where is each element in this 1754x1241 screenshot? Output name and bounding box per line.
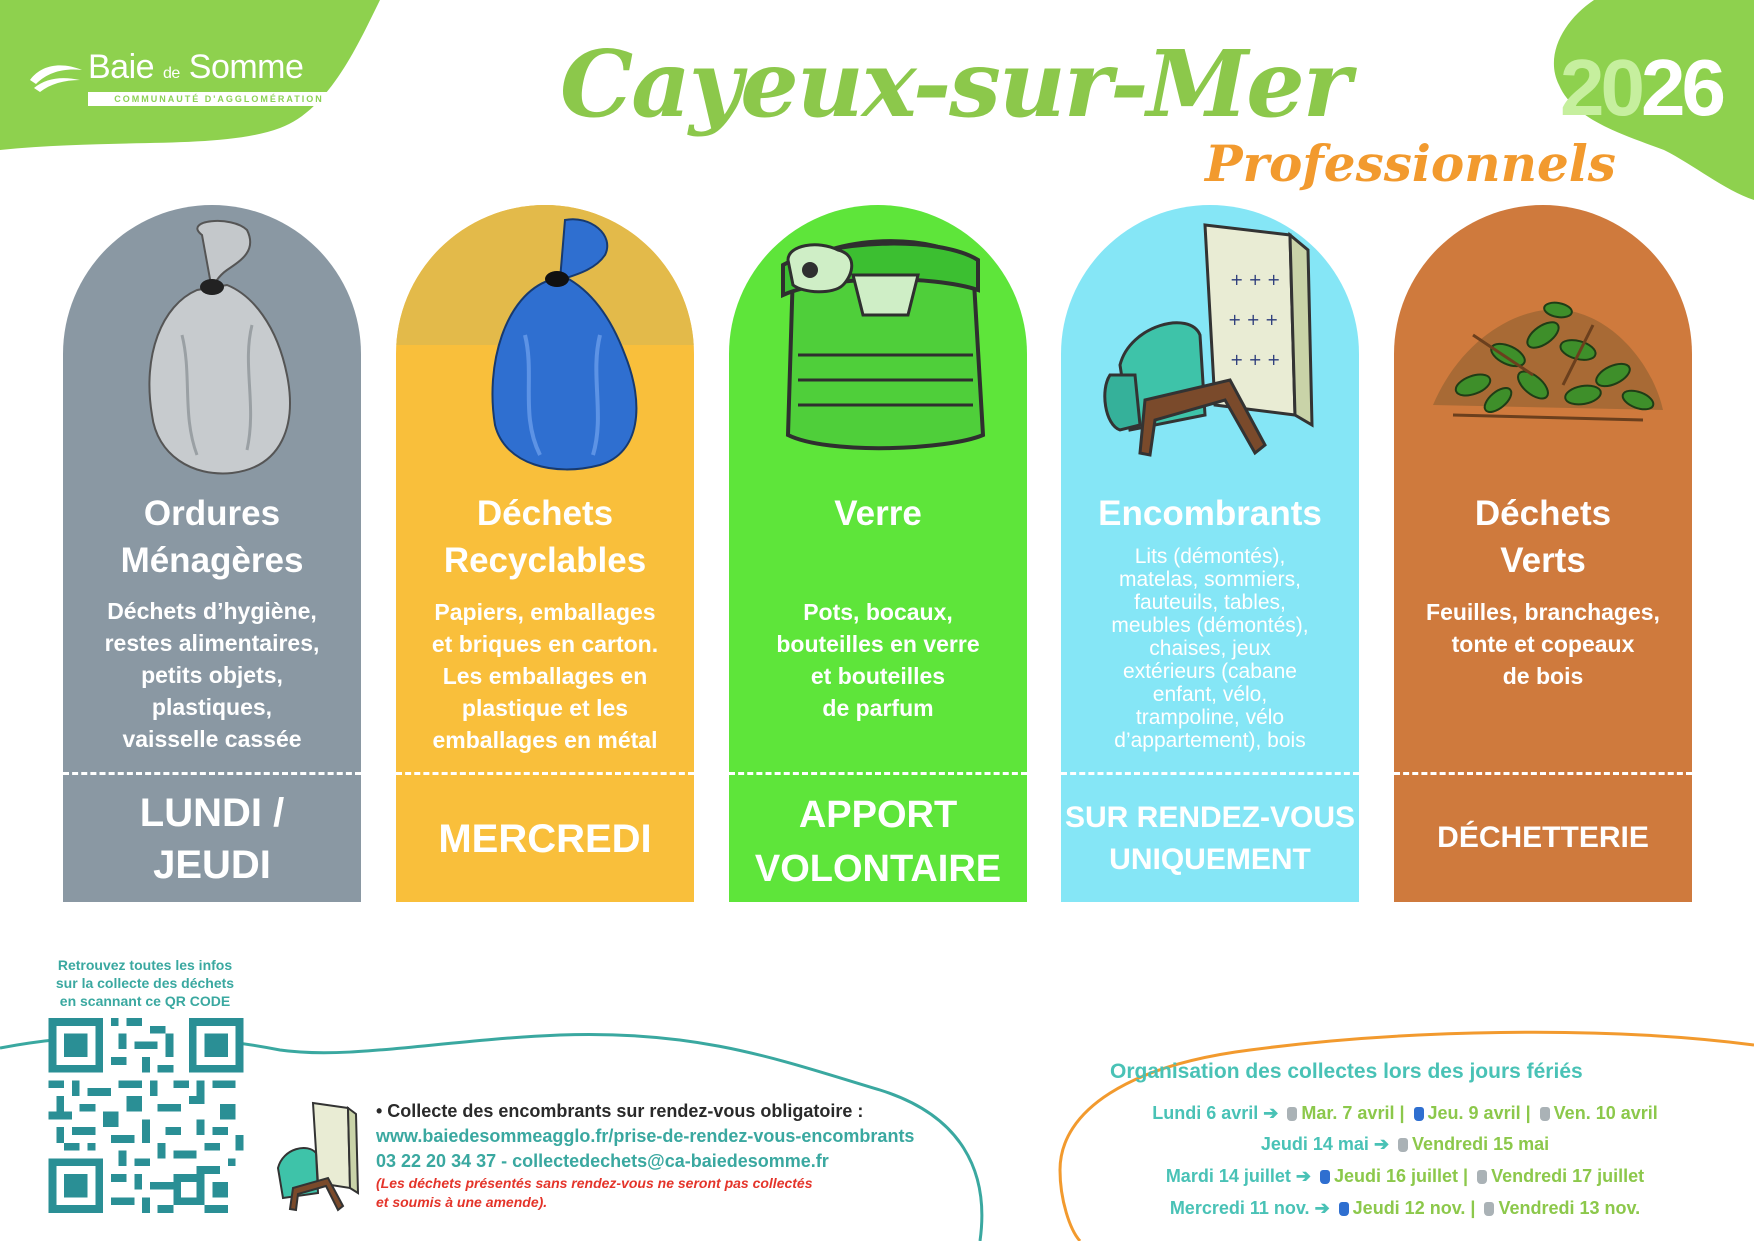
- category-description: Feuilles, branchages, tonte et copeaux de bois: [1426, 599, 1660, 689]
- qr-code-icon[interactable]: [46, 1018, 246, 1213]
- furniture-mattress-icon: [1080, 215, 1340, 485]
- blue-trash-bag-icon: [415, 215, 675, 485]
- green-leaves-pile-icon: [1413, 215, 1673, 485]
- svg-text:+ + +: + + +: [1228, 310, 1279, 329]
- holiday-row: Mardi 14 juillet ➔ Jeudi 16 juillet | Vendredi 17 juillet: [1165, 1166, 1645, 1186]
- encombrants-info: [376, 1099, 976, 1212]
- divider: [396, 772, 694, 775]
- category-dechets-verts: [1394, 205, 1692, 902]
- logo-wordmark: Baie de Somme: [88, 48, 304, 86]
- category-description: Pots, bocaux, bouteilles en verre et bouteilles de parfum: [776, 599, 980, 721]
- grey-trash-bag-icon: [82, 215, 342, 485]
- glass-container-icon: [748, 215, 1008, 485]
- collection-day: APPORT VOLONTAIRE: [754, 794, 1002, 890]
- divider: [1394, 772, 1692, 775]
- blue-bag-icon: [1320, 1170, 1330, 1184]
- grey-bag-icon: [1398, 1138, 1408, 1152]
- category-name: Déchets Verts: [1474, 494, 1612, 580]
- baie-de-somme-logo: [28, 48, 328, 108]
- furniture-mattress-icon: [268, 1098, 368, 1213]
- divider: [729, 772, 1027, 775]
- divider: [1061, 772, 1359, 775]
- info-heading: • Collecte des encombrants sur rendez-vous obligatoire :: [376, 1101, 864, 1121]
- collection-day: DÉCHETTERIE: [1437, 821, 1649, 854]
- logo-waves-icon: [28, 58, 84, 98]
- info-contact[interactable]: 03 22 20 34 37 - collectedechets@ca-baiedesomme.fr: [376, 1151, 829, 1171]
- category-name: Verre: [834, 494, 922, 533]
- category-verre: [729, 205, 1027, 902]
- collection-day: SUR RENDEZ-VOUS UNIQUEMENT: [1064, 801, 1356, 876]
- divider: [63, 772, 361, 775]
- category-encombrants: [1061, 205, 1359, 902]
- page-title: Cayeux-sur-Mer: [560, 30, 1350, 138]
- category-ordures-menageres: [63, 205, 361, 902]
- qr-instructions: Retrouvez toutes les infos sur la collecte des déchets en scannant ce QR CODE: [55, 957, 235, 1009]
- category-name: Encombrants: [1098, 494, 1322, 533]
- blue-bag-icon: [1414, 1107, 1424, 1121]
- category-name: Déchets Recyclables: [443, 494, 647, 580]
- page-subtitle: Professionnels: [1205, 134, 1616, 193]
- holiday-row: Jeudi 14 mai ➔ Vendredi 15 mai: [1260, 1134, 1550, 1154]
- collection-day: MERCREDI: [438, 817, 652, 861]
- grey-bag-icon: [1540, 1107, 1550, 1121]
- blue-bag-icon: [1339, 1202, 1349, 1216]
- svg-text:+ + +: + + +: [1230, 350, 1281, 369]
- grey-bag-icon: [1484, 1202, 1494, 1216]
- holiday-row: Mercredi 11 nov. ➔ Jeudi 12 nov. | Vendredi 13 nov.: [1169, 1198, 1641, 1218]
- svg-text:+ + +: + + +: [1230, 270, 1281, 289]
- category-dechets-recyclables: [396, 205, 694, 902]
- grey-bag-icon: [1287, 1107, 1297, 1121]
- info-note: (Les déchets présentés sans rendez-vous ne seront pas collectés et soumis à une amende).: [376, 1175, 813, 1210]
- category-description: Déchets d’hygiène, restes alimentaires, petits objets, plastiques, vaisselle cassée: [104, 598, 320, 752]
- logo-tagline: COMMUNAUTÉ D'AGGLOMÉRATION: [88, 92, 350, 106]
- category-description: Papiers, emballages et briques en carton. Les emballages en plastique et les emballages en métal: [431, 599, 659, 753]
- grey-bag-icon: [1477, 1170, 1487, 1184]
- collection-day: LUNDI / JEUDI: [139, 791, 285, 887]
- holiday-row: Lundi 6 avril ➔ Mar. 7 avril | Jeu. 9 avril | Ven. 10 avril: [1152, 1103, 1658, 1123]
- info-website-link[interactable]: www.baiedesommeagglo.fr/prise-de-rendez-vous-encombrants: [376, 1126, 915, 1146]
- category-description: Lits (démontés), matelas, sommiers, fauteuils, tables, meubles (démontés), chaises, jeux extérieurs (cabane enfant, vélo, trampoline, vélo d’appartement), bois: [1111, 545, 1309, 752]
- year-label: 2026: [1560, 43, 1722, 132]
- category-name: Ordures Ménagères: [120, 494, 304, 580]
- holidays-title: Organisation des collectes lors des jours fériés: [1110, 1060, 1583, 1083]
